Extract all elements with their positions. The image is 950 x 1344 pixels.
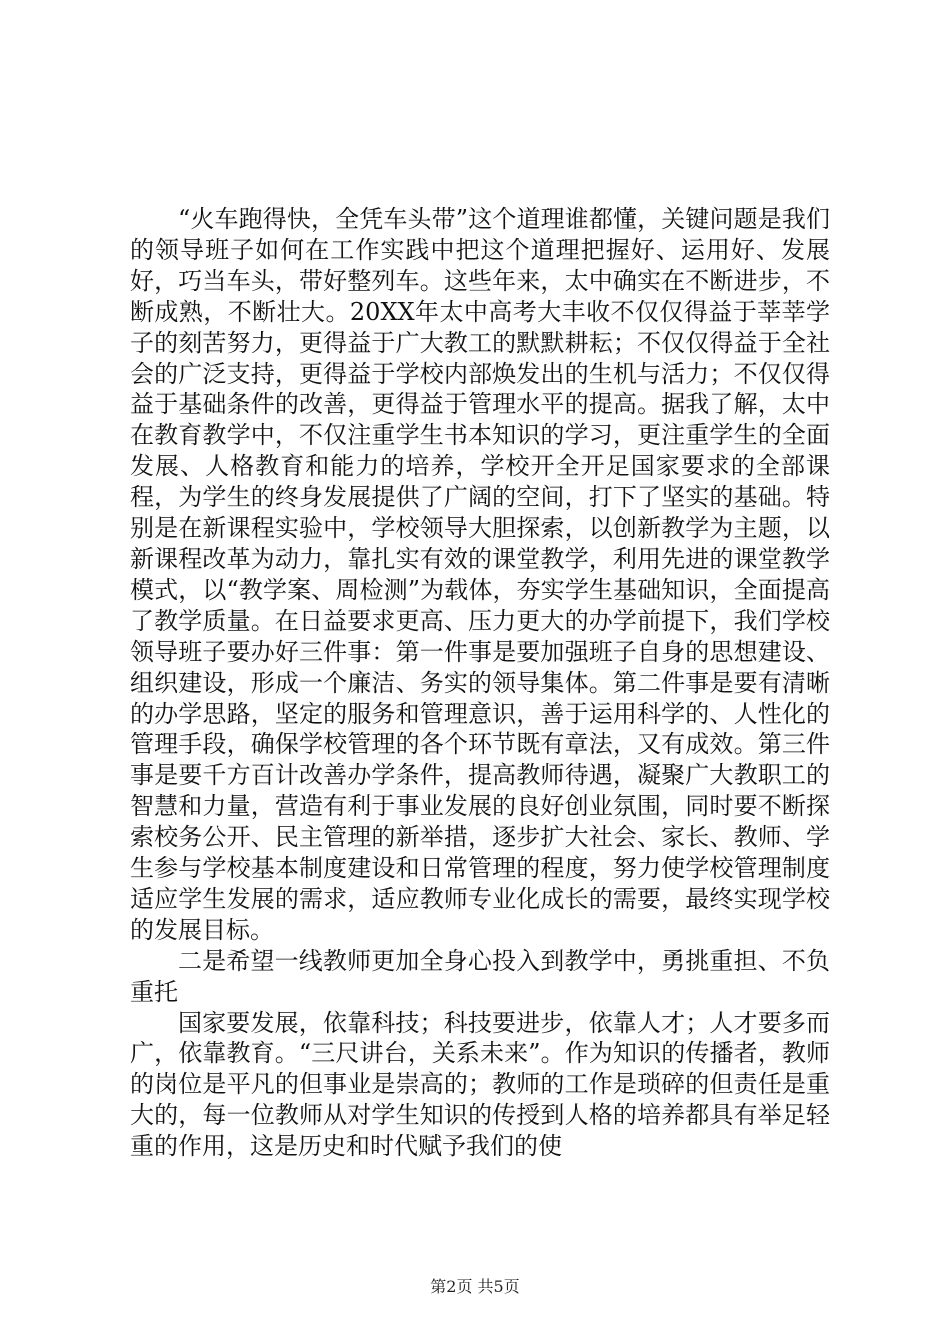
paragraph-railway-leadership: “火车跑得快，全凭车头带”这个道理谁都懂，关键问题是我们的领导班子如何在工作实践中把这个道理把握好、运用好、发展好，巧当车头，带好整列车。这些年来，太中确实在不断进步，不断成熟，不断壮大。20XX年太中高考大丰收不仅仅得益于莘莘学子的刻苦努力，更得益于广大教工的默默耕耘；不仅仅得益于全社会的广泛支持，更得益于学校内部焕发出的生机与活力；不仅仅得益于基础条件的改善，更得益于管理水平的提高。据我了解，太中在教育教学中，不仅注重学生书本知识的学习，更注重学生的全面发展、人格教育和能力的培养，学校开全开足国家要求的全部课程，为学生的终身发展提供了广阔的空间，打下了坚实的基础。特别是在新课程实验中，学校领导大胆探索，以创新教学为主题，以新课程改革为动力，靠扎实有效的课堂教学，利用先进的课堂教学模式，以“教学案、周检测”为载体，夯实学生基础知识，全面提高了教学质量。在日益要求更高、压力更大的办学前提下，我们学校领导班子要办好三件事：第一件事是要加强班子自身的思想建设、组织建设，形成一个廉洁、务实的领导集体。第二件事是要有清晰的办学思路，坚定的服务和管理意识，善于运用科学的、人性化的管理手段，确保学校管理的各个环节既有章法，又有成效。第三件事是要千方百计改善办学条件，提高教师待遇，凝聚广大教职工的智慧和力量，营造有利于事业发展的良好创业氛围，同时要不断探索校务公开、民主管理的新举措，逐步扩大社会、家长、教师、学生参与学校基本制度建设和日常管理的程度，努力使学校管理制度适应学生发展的需求，适应教师专业化成长的需要，最终实现学校的发展目标。 [130,205,830,944]
page-number-footer: 第2页 共5页 [430,1277,520,1296]
paragraph-heading-teachers: 二是希望一线教师更加全身心投入到教学中，勇挑重担、不负重托 [130,946,830,1006]
paragraph-national-development: 国家要发展，依靠科技；科技要进步，依靠人才；人才要多而广，依靠教育。“三尺讲台，关系未来”。作为知识的传播者，教师的岗位是平凡的但事业是崇高的；教师的工作是琐碎的但责任是重大的，每一位教师从对学生知识的传授到人格的培养都具有举足轻重的作用，这是历史和时代赋予我们的使 [130,1008,830,1161]
document-body [130,204,830,1162]
